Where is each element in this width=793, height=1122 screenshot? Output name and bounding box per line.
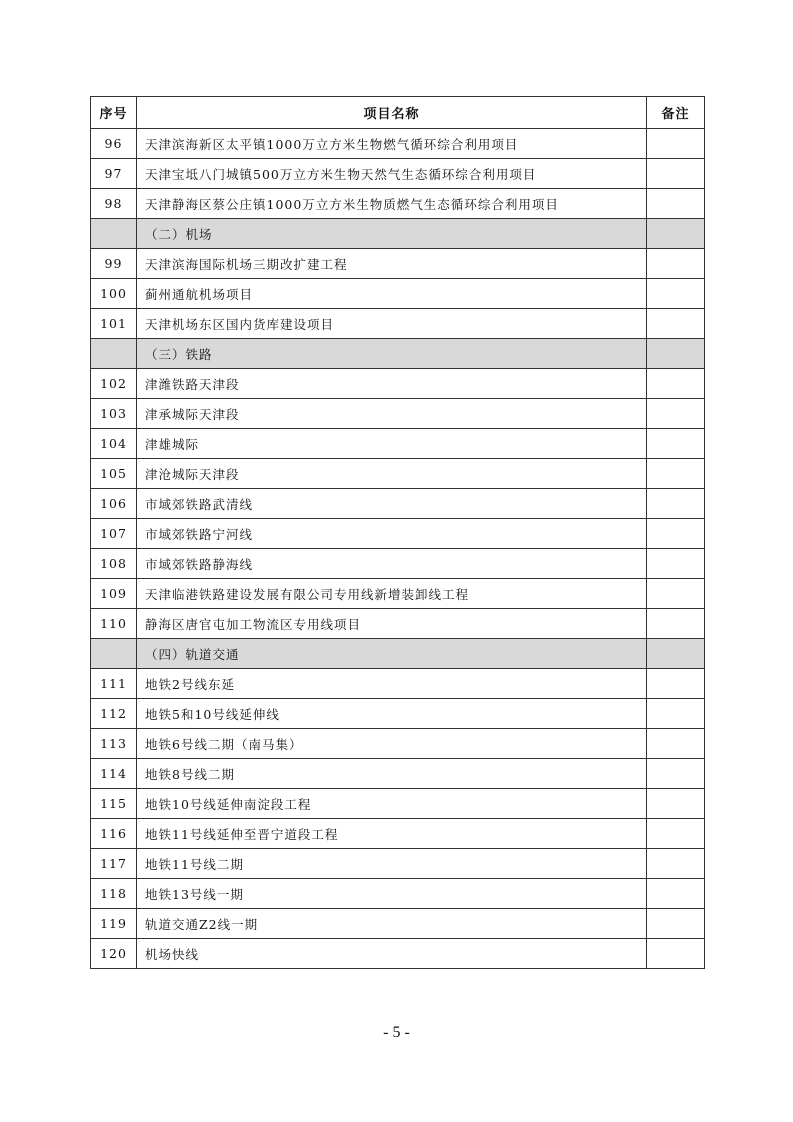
cell-note (647, 759, 705, 789)
cell-note (647, 309, 705, 339)
cell-name: 机场快线 (137, 939, 647, 969)
cell-no (91, 219, 137, 249)
cell-note (647, 429, 705, 459)
cell-note (647, 669, 705, 699)
cell-no: 104 (91, 429, 137, 459)
cell-name: 津潍铁路天津段 (137, 369, 647, 399)
section-row (91, 639, 705, 669)
cell-note (647, 129, 705, 159)
cell-no: 113 (91, 729, 137, 759)
cell-note (647, 159, 705, 189)
cell-name: 轨道交通Z2线一期 (137, 909, 647, 939)
section-title: （四）轨道交通 (137, 639, 647, 669)
cell-name: 天津滨海新区太平镇1000万立方米生物燃气循环综合利用项目 (137, 129, 647, 159)
cell-no: 107 (91, 519, 137, 549)
cell-no: 99 (91, 249, 137, 279)
table-row (91, 819, 705, 849)
cell-note (647, 909, 705, 939)
cell-no (91, 339, 137, 369)
cell-name: 天津临港铁路建设发展有限公司专用线新增装卸线工程 (137, 579, 647, 609)
table-row (91, 369, 705, 399)
table-row (91, 939, 705, 969)
cell-note (647, 219, 705, 249)
table-row (91, 459, 705, 489)
cell-no: 102 (91, 369, 137, 399)
cell-note (647, 369, 705, 399)
project-table (90, 96, 705, 969)
table-row (91, 549, 705, 579)
cell-no: 115 (91, 789, 137, 819)
cell-no: 109 (91, 579, 137, 609)
cell-name: 静海区唐官屯加工物流区专用线项目 (137, 609, 647, 639)
header-name: 项目名称 (137, 97, 647, 129)
cell-name: 天津滨海国际机场三期改扩建工程 (137, 249, 647, 279)
cell-name: 天津静海区蔡公庄镇1000万立方米生物质燃气生态循环综合利用项目 (137, 189, 647, 219)
table-row (91, 669, 705, 699)
cell-note (647, 729, 705, 759)
cell-no: 119 (91, 909, 137, 939)
cell-no: 106 (91, 489, 137, 519)
cell-no: 118 (91, 879, 137, 909)
cell-name: 天津宝坻八门城镇500万立方米生物天然气生态循环综合利用项目 (137, 159, 647, 189)
cell-no: 100 (91, 279, 137, 309)
section-title: （二）机场 (137, 219, 647, 249)
cell-note (647, 819, 705, 849)
table-row (91, 189, 705, 219)
table-row (91, 879, 705, 909)
cell-note (647, 249, 705, 279)
cell-note (647, 399, 705, 429)
table-row (91, 399, 705, 429)
cell-no: 105 (91, 459, 137, 489)
cell-name: 津承城际天津段 (137, 399, 647, 429)
cell-no: 112 (91, 699, 137, 729)
table-row (91, 759, 705, 789)
cell-note (647, 699, 705, 729)
table-header-row (91, 97, 705, 129)
cell-note (647, 459, 705, 489)
cell-name: 市域郊铁路武清线 (137, 489, 647, 519)
table-row (91, 309, 705, 339)
cell-no: 111 (91, 669, 137, 699)
cell-no: 114 (91, 759, 137, 789)
section-row (91, 219, 705, 249)
cell-no: 108 (91, 549, 137, 579)
header-no: 序号 (91, 97, 137, 129)
header-note: 备注 (647, 97, 705, 129)
cell-name: 地铁10号线延伸南淀段工程 (137, 789, 647, 819)
cell-note (647, 939, 705, 969)
cell-note (647, 879, 705, 909)
cell-name: 津沧城际天津段 (137, 459, 647, 489)
cell-name: 地铁11号线二期 (137, 849, 647, 879)
section-row (91, 339, 705, 369)
cell-note (647, 339, 705, 369)
cell-name: 津雄城际 (137, 429, 647, 459)
cell-note (647, 189, 705, 219)
cell-note (647, 519, 705, 549)
cell-no: 98 (91, 189, 137, 219)
cell-note (647, 849, 705, 879)
section-title: （三）铁路 (137, 339, 647, 369)
cell-note (647, 789, 705, 819)
table-row (91, 729, 705, 759)
cell-name: 地铁5和10号线延伸线 (137, 699, 647, 729)
cell-name: 地铁13号线一期 (137, 879, 647, 909)
cell-no: 116 (91, 819, 137, 849)
table-row (91, 129, 705, 159)
table-row (91, 609, 705, 639)
cell-no: 96 (91, 129, 137, 159)
cell-note (647, 579, 705, 609)
table-row (91, 699, 705, 729)
table-row (91, 849, 705, 879)
page-number: - 5 - (383, 1024, 410, 1041)
cell-name: 地铁8号线二期 (137, 759, 647, 789)
table-row (91, 579, 705, 609)
cell-name: 市域郊铁路静海线 (137, 549, 647, 579)
cell-name: 地铁11号线延伸至晋宁道段工程 (137, 819, 647, 849)
cell-no: 97 (91, 159, 137, 189)
table-row (91, 519, 705, 549)
cell-no: 120 (91, 939, 137, 969)
cell-no (91, 639, 137, 669)
cell-note (647, 279, 705, 309)
table-row (91, 909, 705, 939)
table-row (91, 279, 705, 309)
cell-note (647, 609, 705, 639)
cell-note (647, 639, 705, 669)
table-row (91, 159, 705, 189)
cell-no: 117 (91, 849, 137, 879)
table-row (91, 789, 705, 819)
cell-note (647, 549, 705, 579)
cell-name: 地铁2号线东延 (137, 669, 647, 699)
table-row (91, 489, 705, 519)
cell-no: 103 (91, 399, 137, 429)
table-row (91, 249, 705, 279)
cell-name: 天津机场东区国内货库建设项目 (137, 309, 647, 339)
cell-note (647, 489, 705, 519)
cell-no: 110 (91, 609, 137, 639)
cell-no: 101 (91, 309, 137, 339)
table-row (91, 429, 705, 459)
cell-name: 蓟州通航机场项目 (137, 279, 647, 309)
cell-name: 市域郊铁路宁河线 (137, 519, 647, 549)
cell-name: 地铁6号线二期（南马集） (137, 729, 647, 759)
